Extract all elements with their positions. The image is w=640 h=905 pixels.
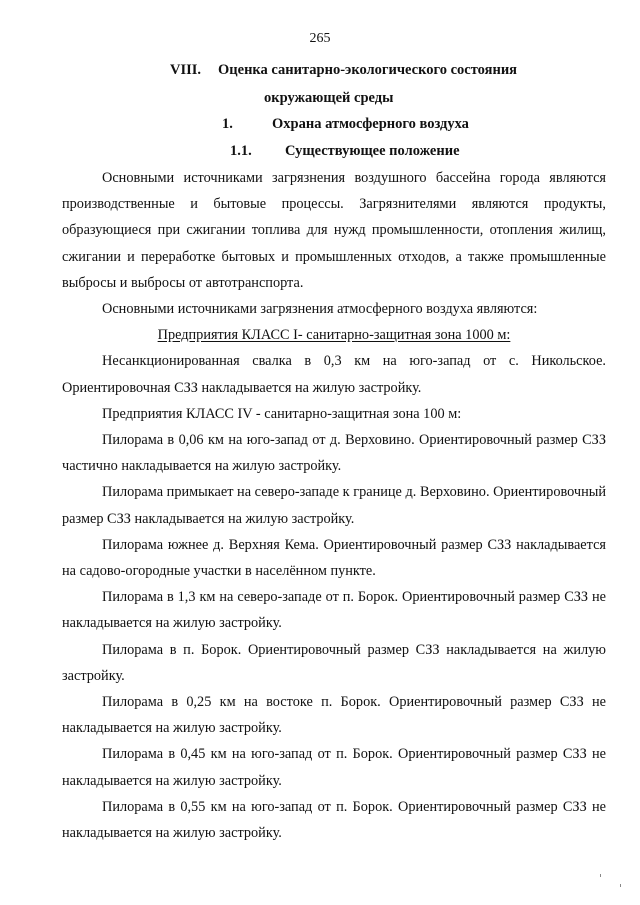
- subsection-number: 1.: [222, 116, 233, 132]
- paragraph-class-1-heading: [62, 322, 606, 348]
- body-text: [62, 165, 606, 846]
- paragraph-intro: Основными источниками загрязнения воздушного бассейна города являются производственные и бытовые процессы. Загрязнителями являются продукты, образующиеся при сжигании топлива для нужд промышленности, отопления жилищ, сжигании и переработке бытовых и промышленных отходов, а также промышленные выбросы и выбросы от автотранспорта.: [62, 170, 606, 291]
- scan-mark: [600, 874, 601, 877]
- class-1-heading-text: Предприятия КЛАСС I- санитарно-защитная зона 1000 м:: [157, 327, 511, 344]
- paragraph-sawmill-verkhovino-sw: Пилорама в 0,06 км на юго-запад от д. Верховино. Ориентировочный размер СЗЗ частично накладывается на жилую застройку.: [62, 432, 606, 475]
- subsubsection-title: Существующее положение: [285, 143, 460, 159]
- paragraph-sawmill-verkhovino-nw: Пилорама примыкает на северо-западе к границе д. Верховино. Ориентировочный размер СЗЗ накладывается на жилую застройку.: [62, 484, 606, 527]
- paragraph-sawmill-borok-nw: Пилорама в 1,3 км на северо-западе от п. Борок. Ориентировочный размер СЗЗ не накладывается на жилую застройку.: [62, 589, 606, 632]
- scan-mark: [620, 884, 621, 887]
- paragraph-sawmill-borok: Пилорама в п. Борок. Ориентировочный размер СЗЗ накладывается на жилую застройку.: [62, 641, 606, 684]
- paragraph-sawmill-borok-east: Пилорама в 0,25 км на востоке п. Борок. Ориентировочный размер СЗЗ не накладывается на жилую застройку.: [62, 694, 606, 737]
- paragraph-landfill: Несанкционированная свалка в 0,3 км на юго-запад от с. Никольское. Ориентировочная СЗЗ накладывается на жилую застройку.: [62, 353, 606, 396]
- page-number: 265: [309, 31, 331, 46]
- paragraph-class-4-heading: Предприятия КЛАСС IV - санитарно-защитная зона 100 м:: [102, 405, 462, 422]
- section-title-line1: Оценка санитарно-экологического состояния: [218, 62, 518, 78]
- paragraph-sawmill-verkhnyaya-kema: Пилорама южнее д. Верхняя Кема. Ориентировочный размер СЗЗ накладывается на садово-огородные участки в населённом пункте.: [62, 536, 606, 580]
- subsection-title: Охрана атмосферного воздуха: [272, 116, 469, 132]
- section-title-line2: окружающей среды: [264, 90, 394, 106]
- subsubsection-number: 1.1.: [230, 143, 252, 159]
- paragraph-sawmill-borok-sw-045: Пилорама в 0,45 км на юго-запад от п. Борок. Ориентировочный размер СЗЗ не накладывается на жилую застройку.: [62, 746, 606, 789]
- section-number: VIII.: [170, 62, 202, 78]
- paragraph-sawmill-borok-sw-055: Пилорама в 0,55 км на юго-запад от п. Борок. Ориентировочный размер СЗЗ не накладывается на жилую застройку.: [62, 798, 606, 842]
- paragraph-sources-lead: Основными источниками загрязнения атмосферного воздуха являются:: [102, 301, 538, 318]
